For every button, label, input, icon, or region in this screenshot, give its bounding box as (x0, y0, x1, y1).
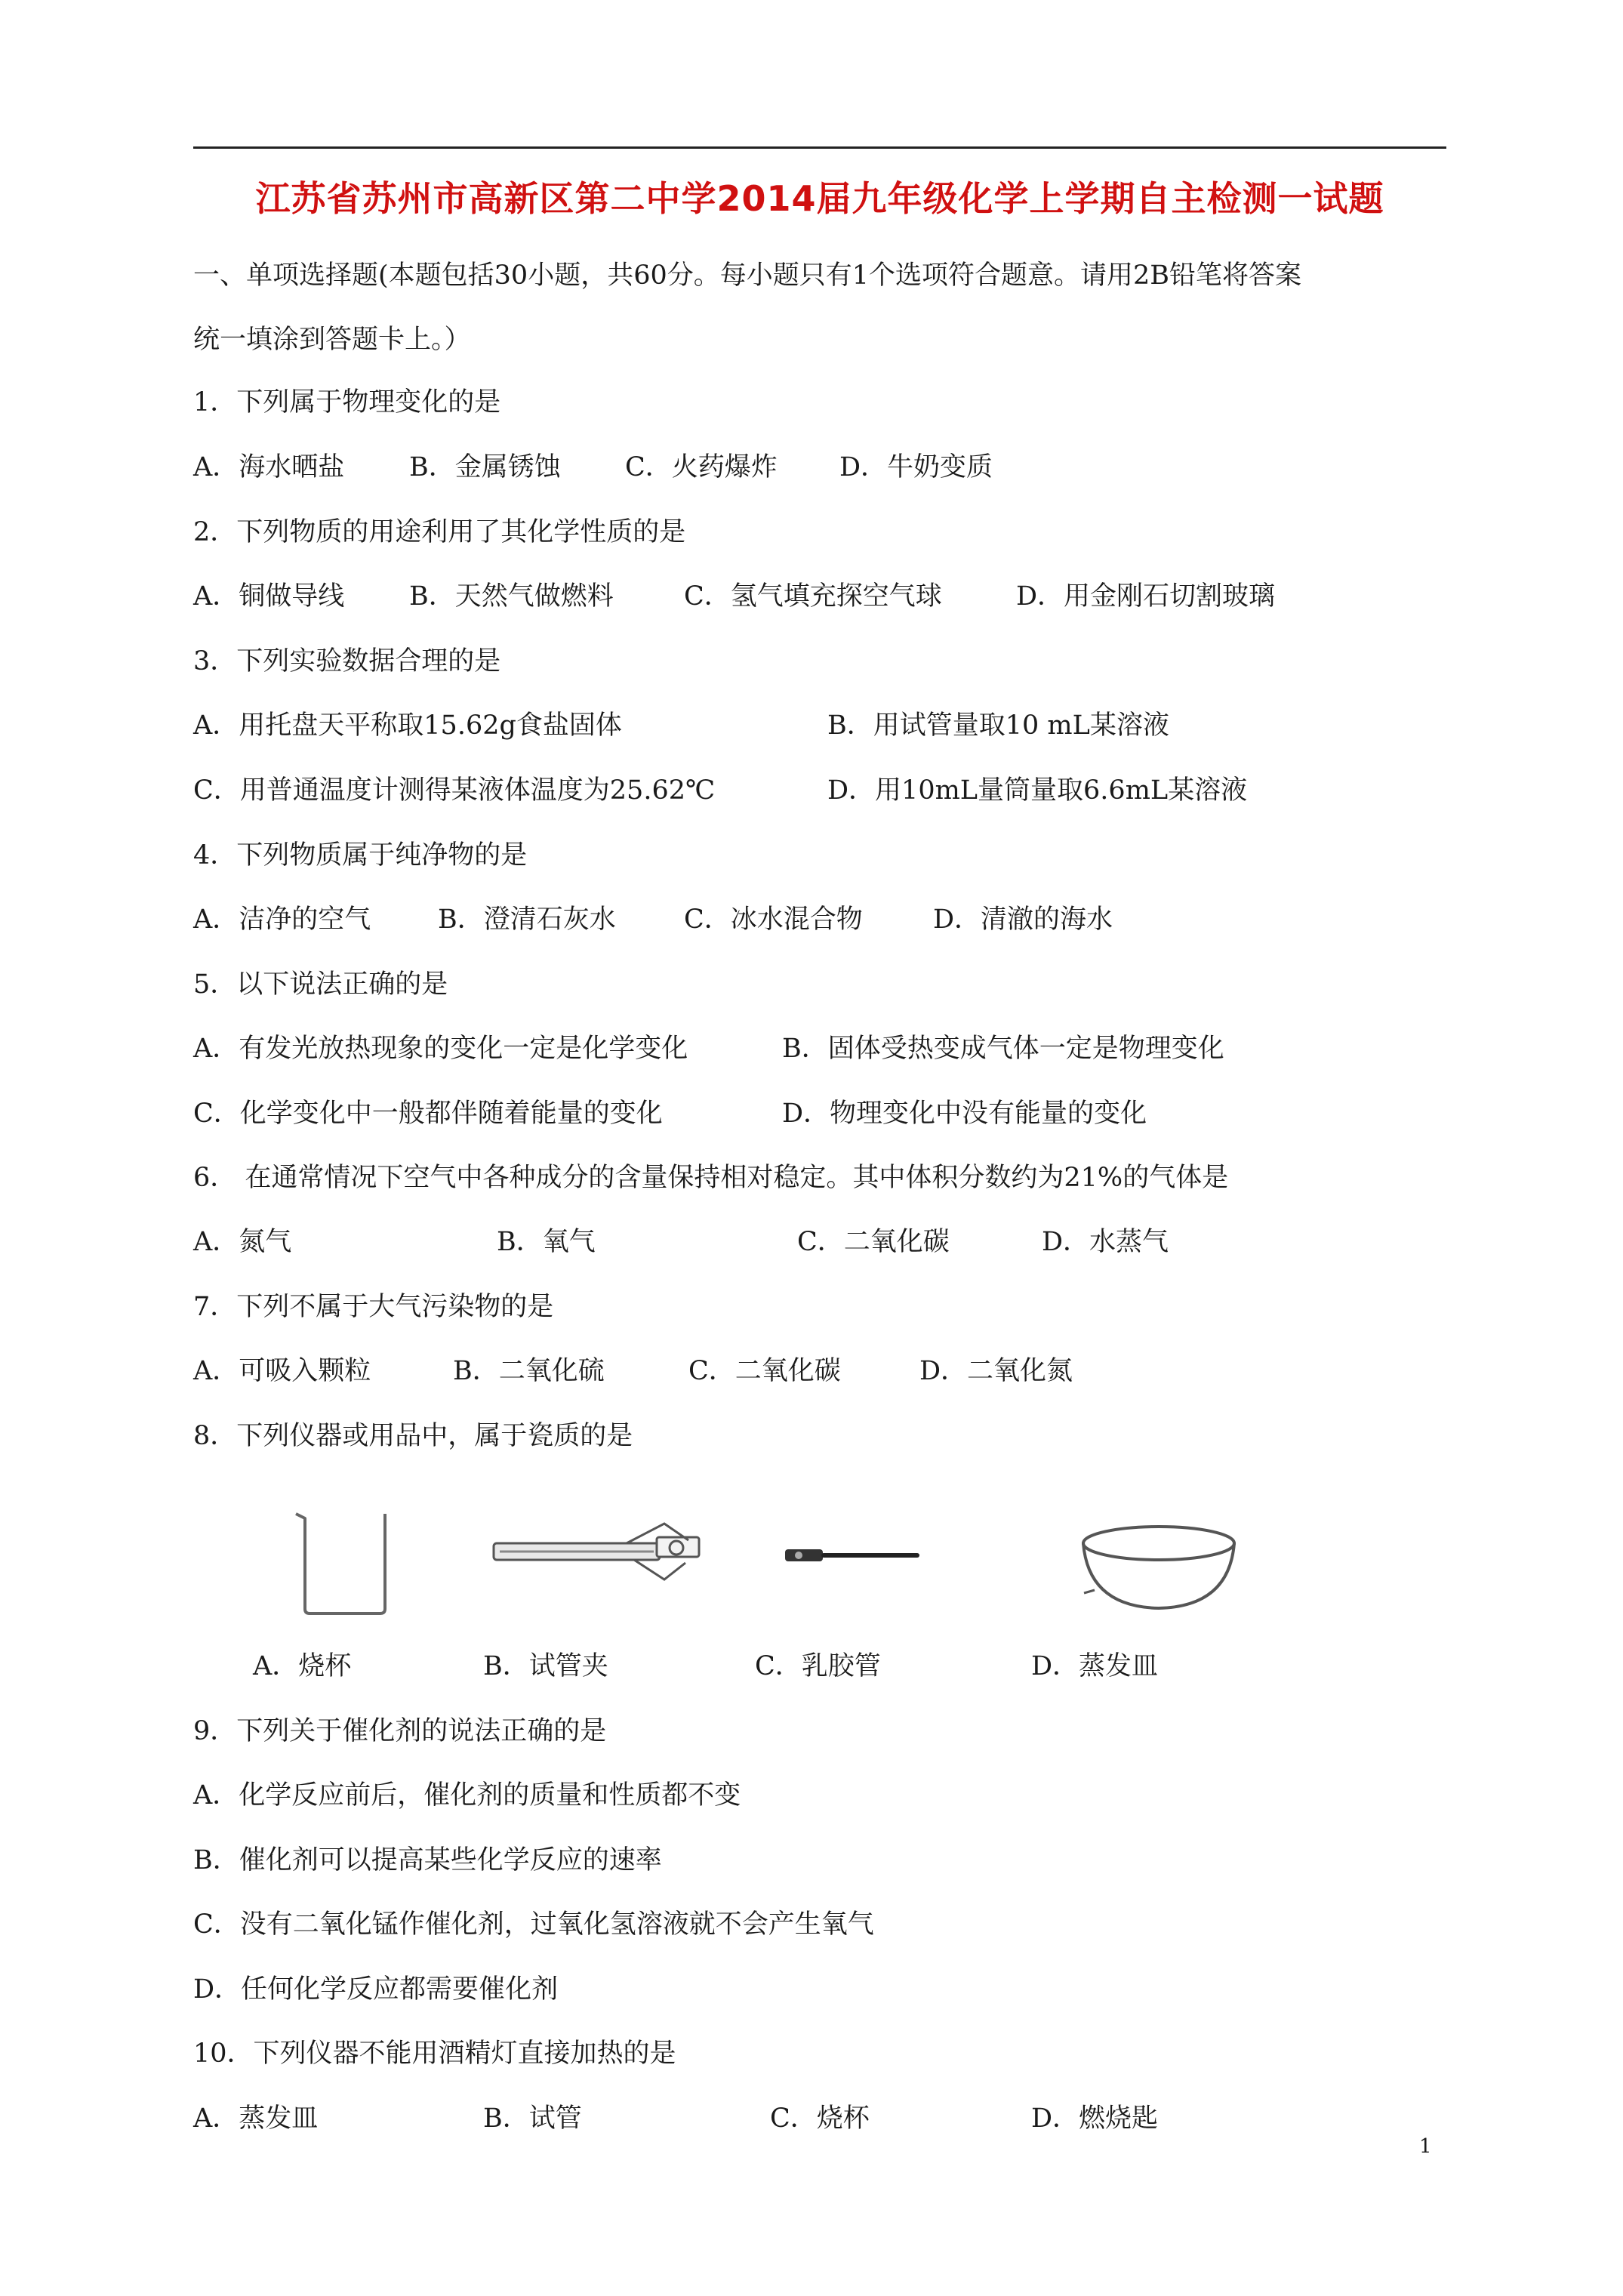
test-tube-holder-icon (491, 1510, 710, 1608)
q1-option-d: D．牛奶变质 (839, 452, 993, 482)
q4-option-c: C．冰水混合物 (684, 905, 863, 935)
question-4-stem: 4．下列物质属于纯净物的是 (193, 840, 528, 871)
q10-option-d: D．燃烧匙 (1031, 2103, 1159, 2134)
q2-option-d: D．用金刚石切割玻璃 (1016, 581, 1276, 612)
q3-option-b: B．用试管量取10 mL某溶液 (827, 710, 1169, 741)
q5-option-c: C．化学变化中一般都伴随着能量的变化 (193, 1099, 663, 1129)
q5-option-b: B．固体受热变成气体一定是物理变化 (782, 1034, 1224, 1064)
q9-option-c: C．没有二氧化锰作催化剂，过氧化氢溶液就不会产生氧气 (193, 1909, 874, 1940)
page-number: 1 (1419, 2135, 1432, 2158)
q9-option-a: A．化学反应前后，催化剂的质量和性质都不变 (193, 1780, 741, 1811)
q1-option-a: A．海水晒盐 (193, 452, 345, 482)
q7-option-a: A．可吸入颗粒 (193, 1356, 371, 1386)
q6-option-d: D．水蒸气 (1042, 1227, 1169, 1257)
q10-option-b: B．试管 (483, 2103, 582, 2134)
q10-option-a: A．蒸发皿 (193, 2103, 319, 2134)
q9-option-d: D．任何化学反应都需要催化剂 (193, 1974, 559, 2005)
q7-option-c: C．二氧化碳 (688, 1356, 841, 1386)
q7-option-d: D．二氧化氮 (919, 1356, 1073, 1386)
section-instructions-line2: 统一填涂到答题卡上。） (193, 325, 471, 355)
question-7-stem: 7．下列不属于大气污染物的是 (193, 1292, 554, 1322)
q5-option-d: D．物理变化中没有能量的变化 (782, 1099, 1147, 1129)
q8-option-c: C．乳胶管 (755, 1651, 881, 1681)
question-8-stem: 8．下列仪器或用品中，属于瓷质的是 (193, 1421, 633, 1451)
q10-option-c: C．烧杯 (770, 2103, 870, 2134)
question-6-stem: 6． 在通常情况下空气中各种成分的含量保持相对稳定。其中体积分数约为21%的气体是 (193, 1163, 1229, 1193)
section-instructions-line1: 一、单项选择题(本题包括30小题，共60分。每小题只有1个选项符合题意。请用2B铅笔将答案 (193, 260, 1301, 291)
question-10-stem: 10．下列仪器不能用酒精灯直接加热的是 (193, 2039, 676, 2069)
question-9-stem: 9．下列关于催化剂的说法正确的是 (193, 1716, 607, 1746)
q1-option-c: C．火药爆炸 (625, 452, 778, 482)
q6-option-a: A．氮气 (193, 1227, 292, 1257)
page-title: 江苏省苏州市高新区第二中学2014届九年级化学上学期自主检测一试题 (255, 178, 1384, 219)
q2-option-c: C．氢气填充探空气球 (684, 581, 942, 612)
q7-option-b: B．二氧化硫 (453, 1356, 605, 1386)
q5-option-a: A．有发光放热现象的变化一定是化学变化 (193, 1034, 688, 1064)
q4-option-a: A．洁净的空气 (193, 905, 371, 935)
q3-option-c: C．用普通温度计测得某液体温度为25.62℃ (193, 775, 716, 806)
q4-option-b: B．澄清石灰水 (438, 905, 616, 935)
q6-option-b: B．氧气 (497, 1227, 596, 1257)
q8-option-a: A．烧杯 (253, 1651, 352, 1681)
beaker-icon (287, 1506, 400, 1620)
question-2-stem: 2．下列物质的用途利用了其化学性质的是 (193, 517, 686, 547)
question-3-stem: 3．下列实验数据合理的是 (193, 646, 501, 676)
question-5-stem: 5．以下说法正确的是 (193, 969, 448, 1000)
q2-option-a: A．铜做导线 (193, 581, 345, 612)
q1-option-b: B．金属锈蚀 (409, 452, 561, 482)
q2-option-b: B．天然气做燃料 (409, 581, 614, 612)
q8-option-b: B．试管夹 (483, 1651, 608, 1681)
q8-option-d: D．蒸发皿 (1031, 1651, 1159, 1681)
q4-option-d: D．清澈的海水 (933, 905, 1113, 935)
q3-option-d: D．用10mL量筒量取6.6mL某溶液 (827, 775, 1248, 806)
q6-option-c: C．二氧化碳 (797, 1227, 950, 1257)
q3-option-a: A．用托盘天平称取15.62g食盐固体 (193, 710, 622, 741)
question-1-stem: 1．下列属于物理变化的是 (193, 387, 501, 418)
header-rule (193, 146, 1446, 149)
rubber-tube-icon (778, 1540, 929, 1570)
q9-option-b: B．催化剂可以提高某些化学反应的速率 (193, 1845, 662, 1875)
evaporating-dish-icon (1072, 1518, 1246, 1616)
